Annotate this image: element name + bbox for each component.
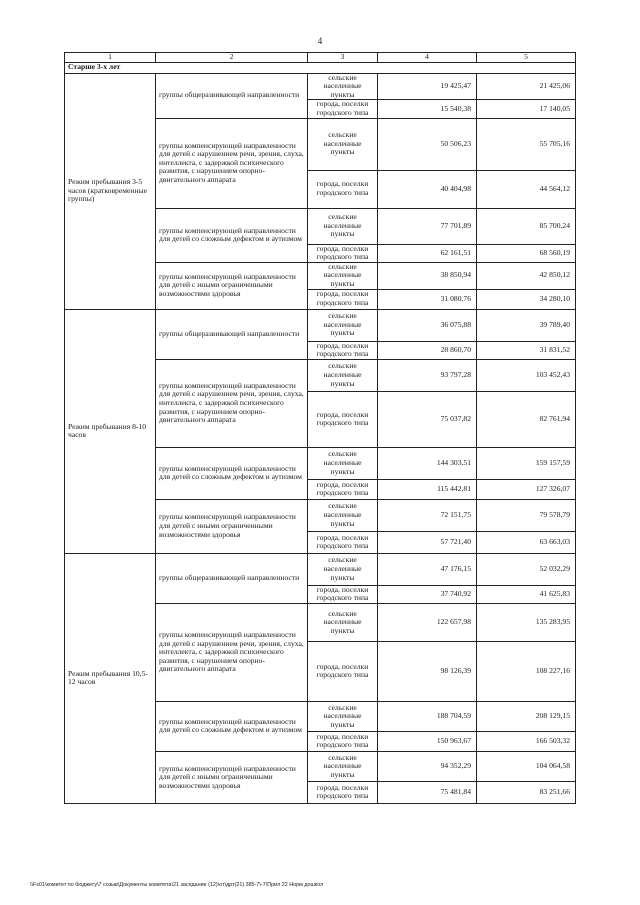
group-label: группы компенсирующей направленности для детей со сложным дефектом и аутизмом bbox=[156, 447, 308, 499]
location-type: города, поселки городского типа bbox=[308, 341, 378, 359]
value-col4: 57 721,40 bbox=[378, 531, 477, 553]
value-col4: 38 850,94 bbox=[378, 262, 477, 289]
group-label: группы компенсирующей направленности для детей с иными ограниченными возможностями здоровья bbox=[156, 751, 308, 803]
page-number: 4 bbox=[317, 36, 323, 46]
value-col4: 40 404,98 bbox=[378, 170, 477, 208]
value-col4: 150 963,67 bbox=[378, 731, 477, 751]
group-label: группы компенсирующей направленности для детей с иными ограниченными возможностями здоровья bbox=[156, 262, 308, 309]
value-col4: 77 701,89 bbox=[378, 208, 477, 244]
table-row bbox=[65, 553, 576, 585]
value-col5: 55 705,16 bbox=[477, 118, 576, 170]
table-row bbox=[65, 73, 576, 100]
location-type: сельские населенные пункты bbox=[308, 447, 378, 479]
value-col5: 108 227,16 bbox=[477, 641, 576, 701]
table-row bbox=[65, 309, 576, 341]
group-label: группы компенсирующей направленности для детей с нарушением речи, зрения, слуха, интеллекта, с задержкой психического развития, с нарушением опорно-двигательного аппарата bbox=[156, 118, 308, 208]
value-col5: 82 761,94 bbox=[477, 391, 576, 447]
location-type: города, поселки городского типа bbox=[308, 479, 378, 499]
group-label: группы общеразвивающей направленности bbox=[156, 553, 308, 603]
value-col5: 103 452,43 bbox=[477, 359, 576, 391]
group-label: группы компенсирующей направленности для детей с нарушением речи, зрения, слуха, интеллекта, с задержкой психического развития, с нарушением опорно-двигательного аппарата bbox=[156, 603, 308, 701]
value-col5: 208 129,15 bbox=[477, 701, 576, 731]
value-col4: 15 540,38 bbox=[378, 100, 477, 118]
value-col5: 83 251,66 bbox=[477, 781, 576, 803]
location-type: сельские населенные пункты bbox=[308, 603, 378, 641]
value-col5: 159 157,59 bbox=[477, 447, 576, 479]
value-col5: 79 578,79 bbox=[477, 499, 576, 531]
location-type: города, поселки городского типа bbox=[308, 170, 378, 208]
value-col5: 21 425,06 bbox=[477, 73, 576, 100]
location-type: сельские населенные пункты bbox=[308, 208, 378, 244]
regime-label: Режим пребывания 8-10 часов bbox=[65, 309, 156, 553]
location-type: города, поселки городского типа bbox=[308, 641, 378, 701]
value-col4: 47 176,15 bbox=[378, 553, 477, 585]
tariff-table bbox=[64, 52, 576, 804]
location-type: сельские населенные пункты bbox=[308, 701, 378, 731]
group-label: группы компенсирующей направленности для детей с нарушением речи, зрения, слуха, интеллекта, с задержкой психического развития, с нарушением опорно-двигательного аппарата bbox=[156, 359, 308, 447]
location-type: города, поселки городского типа bbox=[308, 244, 378, 262]
header-cell: 5 bbox=[477, 53, 576, 63]
group-label: группы компенсирующей направленности для детей со сложным дефектом и аутизмом bbox=[156, 208, 308, 262]
section-title: Старше 3-х лет bbox=[65, 62, 576, 73]
value-col4: 37 740,92 bbox=[378, 585, 477, 603]
value-col4: 188 704,59 bbox=[378, 701, 477, 731]
header-cell: 4 bbox=[378, 53, 477, 63]
header-row bbox=[65, 53, 576, 63]
value-col4: 115 442,81 bbox=[378, 479, 477, 499]
value-col4: 122 657,98 bbox=[378, 603, 477, 641]
value-col4: 36 075,88 bbox=[378, 309, 477, 341]
value-col4: 94 352,29 bbox=[378, 751, 477, 781]
value-col4: 72 151,75 bbox=[378, 499, 477, 531]
group-label: группы общеразвивающей направленности bbox=[156, 309, 308, 359]
location-type: города, поселки городского типа bbox=[308, 781, 378, 803]
location-type: сельские населенные пункты bbox=[308, 309, 378, 341]
value-col4: 144 303,51 bbox=[378, 447, 477, 479]
value-col5: 85 700,24 bbox=[477, 208, 576, 244]
value-col5: 104 064,58 bbox=[477, 751, 576, 781]
section-row bbox=[65, 62, 576, 73]
location-type: сельские населенные пункты bbox=[308, 262, 378, 289]
value-col4: 19 425,47 bbox=[378, 73, 477, 100]
value-col5: 39 789,40 bbox=[477, 309, 576, 341]
value-col5: 17 140,05 bbox=[477, 100, 576, 118]
header-cell: 2 bbox=[156, 53, 308, 63]
location-type: города, поселки городского типа bbox=[308, 731, 378, 751]
location-type: сельские населенные пункты bbox=[308, 553, 378, 585]
header-cell: 3 bbox=[308, 53, 378, 63]
value-col4: 31 080,76 bbox=[378, 289, 477, 309]
regime-label: Режим пребывания 3-5 часов (кратковременные группы) bbox=[65, 73, 156, 309]
group-label: группы компенсирующей направленности для детей со сложным дефектом и аутизмом bbox=[156, 701, 308, 751]
value-col4: 75 037,82 bbox=[378, 391, 477, 447]
location-type: города, поселки городского типа bbox=[308, 585, 378, 603]
value-col5: 135 283,95 bbox=[477, 603, 576, 641]
value-col5: 31 831,52 bbox=[477, 341, 576, 359]
value-col5: 34 280,10 bbox=[477, 289, 576, 309]
location-type: сельские населенные пункты bbox=[308, 751, 378, 781]
value-col5: 127 326,07 bbox=[477, 479, 576, 499]
location-type: сельские населенные пункты bbox=[308, 499, 378, 531]
location-type: сельские населенные пункты bbox=[308, 359, 378, 391]
location-type: города, поселки городского типа bbox=[308, 531, 378, 553]
footer-file-path: \\Fs01\комитет по бюджету\7 созыв\Документы комитета\21 заседание (12)\от\дрт(21) 385-7\-7\Прил 22 Норм дошкол bbox=[30, 882, 324, 888]
group-label: группы общеразвивающей направленности bbox=[156, 73, 308, 118]
header-cell: 1 bbox=[65, 53, 156, 63]
location-type: города, поселки городского типа bbox=[308, 100, 378, 118]
location-type: сельские населенные пункты bbox=[308, 118, 378, 170]
value-col5: 41 625,83 bbox=[477, 585, 576, 603]
location-type: сельские населенные пункты bbox=[308, 73, 378, 100]
location-type: города, поселки городского типа bbox=[308, 391, 378, 447]
value-col5: 63 663,03 bbox=[477, 531, 576, 553]
value-col5: 166 503,32 bbox=[477, 731, 576, 751]
value-col4: 28 860,70 bbox=[378, 341, 477, 359]
regime-label: Режим пребывания 10,5-12 часов bbox=[65, 553, 156, 803]
value-col5: 42 850,12 bbox=[477, 262, 576, 289]
value-col4: 93 797,28 bbox=[378, 359, 477, 391]
value-col4: 50 506,23 bbox=[378, 118, 477, 170]
value-col4: 98 126,39 bbox=[378, 641, 477, 701]
value-col5: 68 560,19 bbox=[477, 244, 576, 262]
group-label: группы компенсирующей направленности для детей с иными ограниченными возможностями здоровья bbox=[156, 499, 308, 553]
value-col5: 44 564,12 bbox=[477, 170, 576, 208]
value-col4: 75 481,84 bbox=[378, 781, 477, 803]
value-col5: 52 032,29 bbox=[477, 553, 576, 585]
value-col4: 62 161,51 bbox=[378, 244, 477, 262]
location-type: города, поселки городского типа bbox=[308, 289, 378, 309]
